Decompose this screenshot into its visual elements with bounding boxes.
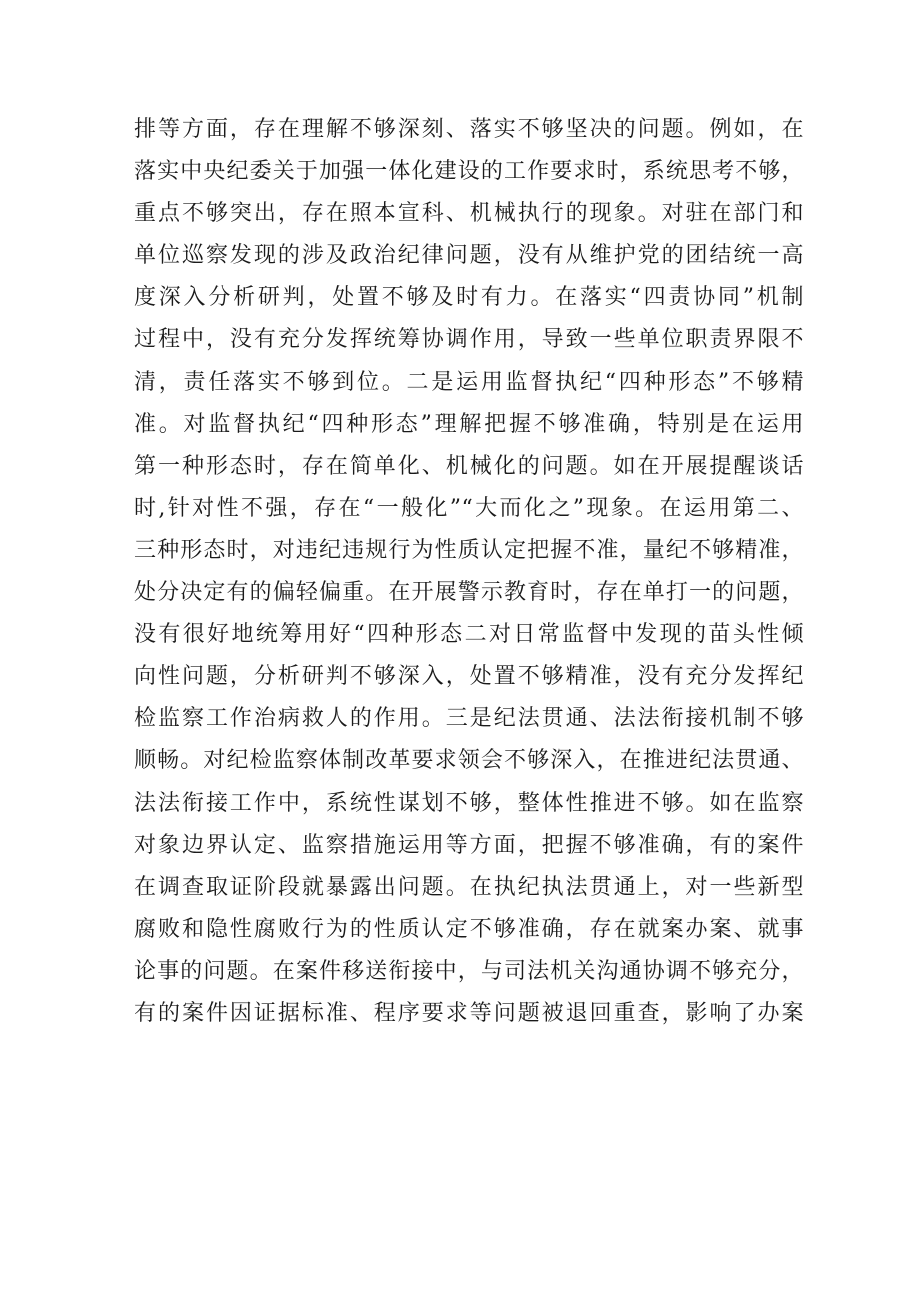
text-line-14: 向性问题，分析研判不够深入，处置不够精准，没有充分发挥纪 xyxy=(134,664,804,690)
text-line-6: 过程中，没有充分发挥统筹协调作用，导致一些单位职责界限不 xyxy=(134,327,804,353)
text-line-20: 腐败和隐性腐败行为的性质认定不够准确，存在就案办案、就事 xyxy=(134,916,804,942)
text-line-17: 法法衔接工作中，系统性谋划不够，整体性推进不够。如在监察 xyxy=(134,790,804,816)
text-line-1: 排等方面，存在理解不够深刻、落实不够坚决的问题。例如，在 xyxy=(134,117,804,142)
text-line-15: 检监察工作治病救人的作用。三是纪法贯通、法法衔接机制不够 xyxy=(134,706,804,732)
text-line-16: 顺畅。对纪检监察体制改革要求领会不够深入，在推进纪法贯通、 xyxy=(134,748,804,774)
text-line-19: 在调查取证阶段就暴露出问题。在执纪执法贯通上，对一些新型 xyxy=(134,874,804,900)
text-line-2: 落实中央纪委关于加强一体化建设的工作要求时，系统思考不够， xyxy=(134,159,804,185)
text-line-12: 处分决定有的偏轻偏重。在开展警示教育时，存在单打一的问题， xyxy=(134,580,804,606)
text-line-7: 清，责任落实不够到位。二是运用监督执纪“四种形态”不够精 xyxy=(134,369,804,395)
text-line-10: 时,针对性不强，存在“一般化”“大而化之”现象。在运用第二、 xyxy=(134,495,804,521)
text-line-13: 没有很好地统筹用好“四种形态二对日常监督中发现的苗头性倾 xyxy=(134,622,804,648)
text-line-5: 度深入分析研判，处置不够及时有力。在落实“四责协同”机制 xyxy=(134,285,804,311)
text-line-9: 第一种形态时，存在简单化、机械化的问题。如在开展提醒谈话 xyxy=(134,453,804,479)
text-line-3: 重点不够突出，存在照本宣科、机械执行的现象。对驻在部门和 xyxy=(134,201,804,227)
text-line-4: 单位巡察发现的涉及政治纪律问题，没有从维护党的团结统一高 xyxy=(134,243,804,269)
text-line-18: 对象边界认定、监察措施运用等方面，把握不够准确，有的案件 xyxy=(134,832,804,858)
text-line-22: 有的案件因证据标准、程序要求等问题被退回重查，影响了办案 xyxy=(134,1000,804,1026)
text-line-11: 三种形态时，对违纪违规行为性质认定把握不准，量纪不够精准， xyxy=(134,537,804,563)
text-line-21: 论事的问题。在案件移送衔接中，与司法机关沟通协调不够充分， xyxy=(134,958,804,984)
text-line-8: 准。对监督执纪“四种形态”理解把握不够准确，特别是在运用 xyxy=(134,411,804,437)
body-paragraph xyxy=(134,109,804,1035)
